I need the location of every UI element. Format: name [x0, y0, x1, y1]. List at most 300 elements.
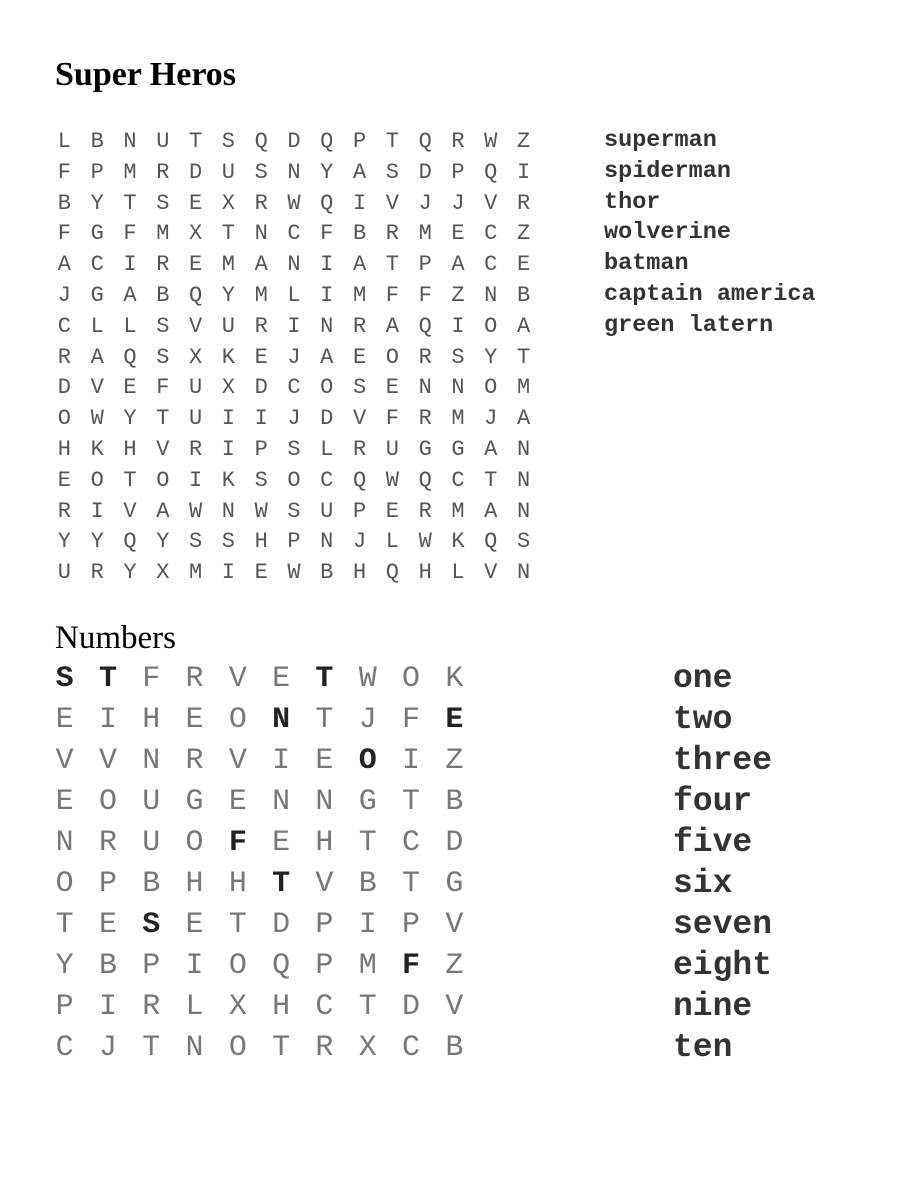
word-list-item: three	[673, 742, 773, 779]
puzzle1-grid-cell: W	[90, 406, 104, 432]
puzzle1-grid-cell: U	[57, 560, 71, 586]
puzzle2-grid-cell: P	[55, 990, 74, 1024]
puzzle1-grid-row	[48, 527, 540, 558]
puzzle1-grid-cell: R	[451, 129, 465, 154]
puzzle2-grid-cell: E	[228, 785, 247, 819]
puzzle2-grid-cell: T	[142, 1031, 161, 1065]
puzzle1-grid-cell: R	[516, 190, 531, 216]
puzzle1-grid-cell: Q	[385, 560, 399, 586]
puzzle-title-numbers: Numbers	[55, 620, 176, 656]
puzzle2-grid-cell: I	[358, 908, 377, 942]
puzzle1-grid-row	[48, 466, 540, 497]
puzzle1-grid-cell: Z	[516, 221, 531, 247]
word-list-item: spiderman	[604, 157, 731, 185]
puzzle1-grid-cell: P	[451, 159, 465, 185]
puzzle1-grid-cell: N	[254, 221, 268, 247]
puzzle1-grid-row	[48, 558, 540, 589]
puzzle1-grid-cell: D	[320, 406, 334, 432]
puzzle2-grid-cell: T	[315, 703, 334, 737]
word-list-item: nine	[673, 988, 753, 1025]
puzzle2-grid-row	[43, 987, 476, 1028]
puzzle2-grid-cell: N	[142, 744, 161, 778]
puzzle1-grid-cell: N	[516, 498, 531, 524]
puzzle1-grid-cell: E	[57, 467, 71, 493]
puzzle2-grid-cell: T	[228, 908, 247, 942]
puzzle2-grid-row	[43, 700, 476, 741]
puzzle1-grid-cell: U	[188, 375, 203, 401]
word-list-item: superman	[604, 127, 717, 154]
puzzle1-grid-cell: Y	[221, 282, 235, 308]
puzzle1-grid-cell: U	[156, 129, 170, 154]
puzzle1-grid-cell: V	[188, 313, 203, 339]
puzzle1-grid-cell: Z	[516, 129, 531, 154]
puzzle1-grid-cell: N	[320, 313, 334, 339]
puzzle2-grid-cell: R	[98, 826, 117, 860]
puzzle1-grid-cell: V	[484, 560, 498, 586]
puzzle2-grid-cell: Q	[272, 949, 291, 983]
puzzle1-grid-row	[48, 497, 540, 528]
puzzle1-grid-cell: M	[156, 221, 170, 247]
puzzle1-grid-cell: U	[221, 313, 235, 339]
puzzle1-grid-cell: F	[385, 282, 399, 308]
puzzle1-grid-cell: O	[320, 375, 334, 401]
puzzle1-grid-cell: Q	[352, 467, 367, 493]
puzzle1-grid-cell: P	[418, 252, 432, 278]
puzzle1-grid-cell: N	[287, 159, 301, 185]
puzzle1-grid-cell: N	[287, 252, 301, 278]
puzzle1-grid-cell: H	[352, 560, 367, 586]
puzzle1-grid-cell: H	[57, 436, 71, 462]
word-list-item: five	[673, 824, 753, 861]
puzzle1-grid-cell: A	[254, 252, 268, 278]
puzzle2-grid-row	[43, 864, 476, 905]
puzzle1-grid-cell: E	[451, 221, 465, 247]
puzzle1-grid-cell: T	[156, 406, 170, 432]
puzzle2-grid-cell: D	[402, 990, 421, 1024]
puzzle1-grid-row	[48, 250, 540, 281]
puzzle1-grid-cell: T	[484, 467, 498, 493]
puzzle1-grid-cell: S	[451, 344, 465, 370]
puzzle2-grid-cell: V	[445, 990, 464, 1024]
puzzle2-grid-cell: E	[55, 785, 74, 819]
puzzle1-grid-cell: T	[385, 252, 399, 278]
puzzle2-grid-cell: B	[358, 867, 377, 901]
puzzle1-grid-cell: I	[221, 436, 235, 462]
puzzle1-grid-cell: G	[90, 282, 104, 308]
puzzle1-grid-cell: W	[287, 560, 301, 586]
puzzle2-grid-cell: E	[185, 908, 204, 942]
puzzle1-grid-cell: I	[287, 313, 301, 339]
puzzle2-grid-cell: W	[358, 662, 377, 696]
puzzle1-grid-cell: D	[57, 375, 71, 401]
puzzle1-grid-cell: M	[451, 498, 465, 524]
puzzle2-grid-cell: T	[402, 785, 421, 819]
puzzle1-grid-cell: L	[287, 282, 301, 308]
puzzle1-grid-cell: Q	[418, 467, 432, 493]
puzzle1-grid-cell: P	[287, 529, 301, 555]
puzzle2-grid-cell: H	[185, 867, 204, 901]
word-list-item: ten	[673, 1029, 733, 1066]
word-list-super-heros	[604, 126, 816, 342]
puzzle1-grid-cell: I	[90, 498, 104, 524]
puzzle2-grid-cell: I	[402, 744, 421, 778]
puzzle2-grid-cell: N	[185, 1031, 204, 1065]
puzzle2-grid-cell: Z	[445, 744, 464, 778]
puzzle1-grid-cell: H	[254, 529, 268, 555]
puzzle1-grid-row	[48, 343, 540, 374]
puzzle1-grid-cell: O	[90, 467, 104, 493]
puzzle2-grid-cell: O	[228, 1031, 247, 1065]
puzzle1-grid-cell: W	[287, 190, 301, 216]
puzzle1-grid-cell: M	[123, 159, 137, 185]
puzzle2-grid-row	[43, 659, 476, 700]
puzzle1-grid-cell: L	[57, 129, 71, 154]
puzzle2-grid-row	[43, 946, 476, 987]
puzzle2-grid-cell: E	[185, 703, 204, 737]
puzzle1-grid-cell: W	[484, 129, 498, 154]
puzzle1-grid-cell: Q	[484, 159, 498, 185]
puzzle1-grid-cell: B	[57, 190, 71, 216]
puzzle2-grid-cell: I	[185, 949, 204, 983]
puzzle1-grid-cell: X	[188, 344, 203, 370]
puzzle1-grid-cell: N	[484, 282, 498, 308]
puzzle2-grid-cell: P	[142, 949, 161, 983]
puzzle1-grid-cell: N	[418, 375, 432, 401]
puzzle1-grid-cell: R	[188, 436, 203, 462]
puzzle1-grid-cell: I	[221, 560, 235, 586]
puzzle2-grid-row	[43, 823, 476, 864]
puzzle2-grid-cell: R	[315, 1031, 334, 1065]
puzzle2-grid-cell: T	[358, 990, 377, 1024]
puzzle1-grid-cell: R	[57, 498, 71, 524]
puzzle1-grid-cell: J	[451, 190, 465, 216]
puzzle1-grid-cell: P	[352, 498, 367, 524]
puzzle1-grid-cell: G	[451, 436, 465, 462]
puzzle1-grid-cell: F	[156, 375, 170, 401]
puzzle1-grid-cell: W	[188, 498, 203, 524]
word-list-item: one	[673, 660, 733, 697]
puzzle1-grid-cell: N	[221, 498, 235, 524]
puzzle2-grid-cell: R	[185, 744, 204, 778]
puzzle1-grid-cell: F	[57, 221, 71, 247]
puzzle2-grid-cell: O	[358, 744, 377, 778]
puzzle2-grid-cell: E	[315, 744, 334, 778]
puzzle2-grid-cell: X	[358, 1031, 377, 1065]
puzzle1-grid-cell: J	[57, 282, 71, 308]
puzzle1-grid-cell: Y	[320, 159, 334, 185]
puzzle1-grid-cell: E	[352, 344, 367, 370]
word-list-item: four	[673, 783, 753, 820]
puzzle1-grid-cell: S	[385, 159, 399, 185]
puzzle1-grid-cell: A	[484, 436, 498, 462]
puzzle2-grid-cell: R	[142, 990, 161, 1024]
puzzle1-grid-cell: B	[90, 129, 104, 154]
puzzle1-grid-cell: A	[451, 252, 465, 278]
puzzle2-grid-cell: J	[98, 1031, 117, 1065]
word-list-item: thor	[604, 188, 661, 216]
word-list-numbers	[673, 658, 772, 1068]
puzzle1-grid-cell: E	[188, 252, 203, 278]
puzzle1-grid-cell: J	[352, 529, 367, 555]
puzzle1-grid-cell: V	[385, 190, 399, 216]
puzzle2-grid-cell: R	[185, 662, 204, 696]
puzzle1-grid-cell: S	[221, 529, 235, 555]
word-list-item: green latern	[604, 311, 774, 339]
puzzle2-grid-cell: O	[228, 703, 247, 737]
puzzle1-grid-cell: S	[254, 467, 268, 493]
puzzle1-grid-cell: T	[123, 190, 137, 216]
puzzle1-grid-cell: R	[254, 190, 268, 216]
puzzle2-grid-cell: F	[402, 949, 421, 983]
puzzle1-grid-cell: G	[418, 436, 432, 462]
puzzle1-grid-cell: K	[221, 467, 235, 493]
puzzle2-grid-row	[43, 782, 476, 823]
puzzle1-grid-cell: S	[352, 375, 367, 401]
puzzle2-grid-cell: B	[142, 867, 161, 901]
puzzle2-grid-cell: H	[228, 867, 247, 901]
puzzle1-grid-cell: M	[221, 252, 235, 278]
puzzle1-grid-cell: W	[385, 467, 399, 493]
word-list-item: seven	[673, 906, 773, 943]
puzzle1-grid-cell: A	[90, 344, 104, 370]
puzzle1-grid-cell: T	[221, 221, 235, 247]
puzzle1-grid-cell: B	[352, 221, 367, 247]
puzzle2-grid-cell: B	[445, 1031, 464, 1065]
puzzle1-grid-cell: A	[123, 282, 137, 308]
puzzle1-grid-cell: Q	[320, 190, 334, 216]
puzzle1-grid-cell: J	[418, 190, 432, 216]
puzzle1-grid-cell: N	[516, 436, 531, 462]
puzzle1-grid-cell: I	[320, 282, 334, 308]
puzzle2-grid-row	[43, 905, 476, 946]
puzzle1-grid-cell: S	[188, 529, 203, 555]
puzzle1-grid-cell: S	[287, 436, 301, 462]
puzzle1-grid-cell: B	[320, 560, 334, 586]
puzzle2-grid-cell: V	[98, 744, 117, 778]
puzzle1-grid-cell: D	[254, 375, 268, 401]
puzzle1-grid-cell: X	[188, 221, 203, 247]
puzzle1-grid-cell: C	[287, 375, 301, 401]
puzzle2-grid-cell: M	[358, 949, 377, 983]
puzzle2-grid-cell: I	[98, 703, 117, 737]
puzzle2-grid-cell: C	[402, 826, 421, 860]
puzzle1-grid-cell: V	[123, 498, 137, 524]
puzzle1-grid-cell: Q	[123, 344, 137, 370]
word-list-item: wolverine	[604, 219, 731, 247]
puzzle1-grid-cell: Q	[484, 529, 498, 555]
puzzle1-grid-cell: Y	[123, 560, 137, 586]
puzzle2-grid-cell: O	[185, 826, 204, 860]
puzzle1-grid-cell: C	[484, 252, 498, 278]
puzzle1-grid-cell: R	[156, 252, 170, 278]
puzzle1-grid-cell: J	[287, 344, 301, 370]
puzzle1-grid-cell: E	[254, 344, 268, 370]
puzzle1-grid-cell: S	[156, 313, 170, 339]
puzzle2-grid-cell: V	[55, 744, 74, 778]
puzzle1-grid-cell: Y	[484, 344, 498, 370]
puzzle1-grid-cell: A	[320, 344, 334, 370]
puzzle2-grid-cell: N	[272, 703, 291, 737]
puzzle1-grid-row	[48, 373, 540, 404]
puzzle1-grid-cell: F	[385, 406, 399, 432]
puzzle1-grid-cell: Q	[123, 529, 137, 555]
puzzle1-grid-cell: J	[484, 406, 498, 432]
puzzle1-grid-cell: S	[516, 529, 531, 555]
puzzle1-grid-cell: C	[484, 221, 498, 247]
puzzle1-grid-cell: X	[221, 375, 235, 401]
puzzle1-grid-cell: B	[156, 282, 170, 308]
puzzle1-grid-cell: Q	[320, 129, 334, 154]
puzzle1-grid-row	[48, 158, 540, 189]
puzzle2-grid-cell: U	[142, 826, 161, 860]
puzzle2-grid-cell: I	[272, 744, 291, 778]
puzzle1-grid-cell: R	[352, 313, 367, 339]
puzzle1-grid-cell: Y	[57, 529, 71, 555]
puzzle1-grid-row	[48, 435, 540, 466]
puzzle1-grid-cell: Z	[451, 282, 465, 308]
puzzle2-grid-cell: E	[55, 703, 74, 737]
puzzle2-grid-cell: C	[315, 990, 334, 1024]
puzzle2-grid-cell: E	[98, 908, 117, 942]
puzzle1-grid-cell: M	[254, 282, 268, 308]
puzzle1-grid-cell: Q	[188, 282, 203, 308]
puzzle2-grid-cell: G	[445, 867, 464, 901]
puzzle1-grid-cell: I	[516, 159, 531, 185]
word-list-item: eight	[673, 947, 773, 984]
puzzle1-grid-cell: O	[287, 467, 301, 493]
puzzle1-grid-cell: A	[57, 252, 71, 278]
puzzle1-grid-cell: A	[385, 313, 399, 339]
puzzle1-grid-cell: V	[156, 436, 170, 462]
puzzle1-grid-cell: R	[418, 344, 432, 370]
puzzle1-grid-cell: I	[254, 406, 268, 432]
puzzle2-grid-cell: C	[402, 1031, 421, 1065]
puzzle2-grid-cell: L	[185, 990, 204, 1024]
puzzle1-grid-cell: X	[221, 190, 235, 216]
puzzle1-grid-cell: D	[287, 129, 301, 154]
puzzle1-grid-cell: U	[188, 406, 203, 432]
puzzle1-grid-cell: P	[90, 159, 104, 185]
puzzle1-grid-cell: C	[90, 252, 104, 278]
puzzle1-grid-cell: T	[516, 344, 531, 370]
puzzle1-grid-cell: C	[451, 467, 465, 493]
word-search-grid-numbers	[43, 659, 476, 1069]
puzzle1-grid-row	[48, 219, 540, 250]
puzzle1-grid-cell: A	[516, 406, 531, 432]
puzzle1-grid-cell: Y	[156, 529, 170, 555]
puzzle1-grid-cell: M	[516, 375, 531, 401]
puzzle1-grid-cell: E	[385, 498, 399, 524]
puzzle2-grid-cell: P	[98, 867, 117, 901]
puzzle2-grid-cell: V	[228, 662, 247, 696]
puzzle1-grid-cell: A	[352, 252, 367, 278]
puzzle1-grid-cell: I	[320, 252, 334, 278]
puzzle1-grid-cell: L	[451, 560, 465, 586]
puzzle1-grid-cell: Y	[123, 406, 137, 432]
puzzle2-grid-cell: V	[445, 908, 464, 942]
puzzle1-grid-cell: Q	[254, 129, 268, 154]
puzzle1-grid-cell: I	[188, 467, 203, 493]
word-list-item: batman	[604, 250, 689, 278]
puzzle1-grid-cell: R	[254, 313, 268, 339]
puzzle1-grid-cell: L	[320, 436, 334, 462]
puzzle2-grid-cell: S	[55, 662, 74, 696]
puzzle1-grid-cell: S	[287, 498, 301, 524]
puzzle1-grid-cell: L	[90, 313, 104, 339]
puzzle1-grid-cell: D	[188, 159, 203, 185]
puzzle1-grid-cell: L	[123, 313, 137, 339]
puzzle2-grid-cell: F	[142, 662, 161, 696]
word-list-item: captain america	[604, 280, 816, 308]
puzzle2-grid-cell: V	[228, 744, 247, 778]
puzzle2-grid-cell: G	[185, 785, 204, 819]
puzzle2-grid-cell: P	[402, 908, 421, 942]
puzzle1-grid-cell: V	[352, 406, 367, 432]
puzzle1-grid-cell: F	[320, 221, 334, 247]
puzzle1-grid-cell: U	[385, 436, 399, 462]
puzzle1-grid-cell: O	[484, 313, 498, 339]
puzzle2-grid-cell: G	[358, 785, 377, 819]
word-search-grid-super-heros	[48, 127, 540, 589]
puzzle2-grid-cell: O	[402, 662, 421, 696]
puzzle2-grid-cell: T	[315, 662, 334, 696]
puzzle1-grid-cell: Y	[90, 529, 104, 555]
puzzle1-grid-cell: P	[254, 436, 268, 462]
puzzle1-grid-cell: S	[254, 159, 268, 185]
puzzle2-grid-cell: D	[272, 908, 291, 942]
puzzle1-grid-cell: T	[385, 129, 399, 154]
puzzle2-grid-cell: T	[358, 826, 377, 860]
puzzle1-grid-cell: J	[287, 406, 301, 432]
puzzle2-grid-cell: P	[315, 949, 334, 983]
puzzle1-grid-row	[48, 127, 540, 158]
puzzle2-grid-cell: B	[445, 785, 464, 819]
puzzle1-grid-cell: N	[320, 529, 334, 555]
puzzle1-grid-cell: C	[57, 313, 71, 339]
puzzle2-grid-cell: T	[98, 662, 117, 696]
puzzle2-grid-cell: S	[142, 908, 161, 942]
puzzle1-grid-cell: O	[484, 375, 498, 401]
puzzle1-grid-cell: W	[254, 498, 268, 524]
puzzle1-grid-cell: T	[123, 467, 137, 493]
puzzle1-grid-cell: K	[221, 344, 235, 370]
puzzle1-grid-cell: I	[352, 190, 367, 216]
puzzle2-grid-cell: X	[228, 990, 247, 1024]
puzzle1-grid-cell: D	[418, 159, 432, 185]
puzzle2-grid-cell: U	[142, 785, 161, 819]
puzzle1-grid-cell: R	[156, 159, 170, 185]
word-list-item: two	[673, 701, 733, 738]
puzzle1-grid-cell: R	[352, 436, 367, 462]
puzzle1-grid-cell: R	[385, 221, 399, 247]
puzzle1-grid-cell: Y	[90, 190, 104, 216]
puzzle1-grid-cell: E	[385, 375, 399, 401]
puzzle1-grid-row	[48, 189, 540, 220]
puzzle1-grid-cell: A	[484, 498, 498, 524]
puzzle2-grid-cell: O	[55, 867, 74, 901]
puzzle1-grid-cell: N	[516, 467, 531, 493]
puzzle1-grid-cell: M	[188, 560, 203, 586]
puzzle2-grid-cell: N	[272, 785, 291, 819]
puzzle1-grid-cell: I	[123, 252, 137, 278]
puzzle2-grid-cell: N	[315, 785, 334, 819]
puzzle1-grid-cell: H	[123, 436, 137, 462]
puzzle1-grid-cell: E	[123, 375, 137, 401]
puzzle1-grid-row	[48, 281, 540, 312]
puzzle1-grid-cell: P	[352, 129, 367, 154]
puzzle1-grid-cell: E	[188, 190, 203, 216]
puzzle2-grid-row	[43, 1028, 476, 1069]
